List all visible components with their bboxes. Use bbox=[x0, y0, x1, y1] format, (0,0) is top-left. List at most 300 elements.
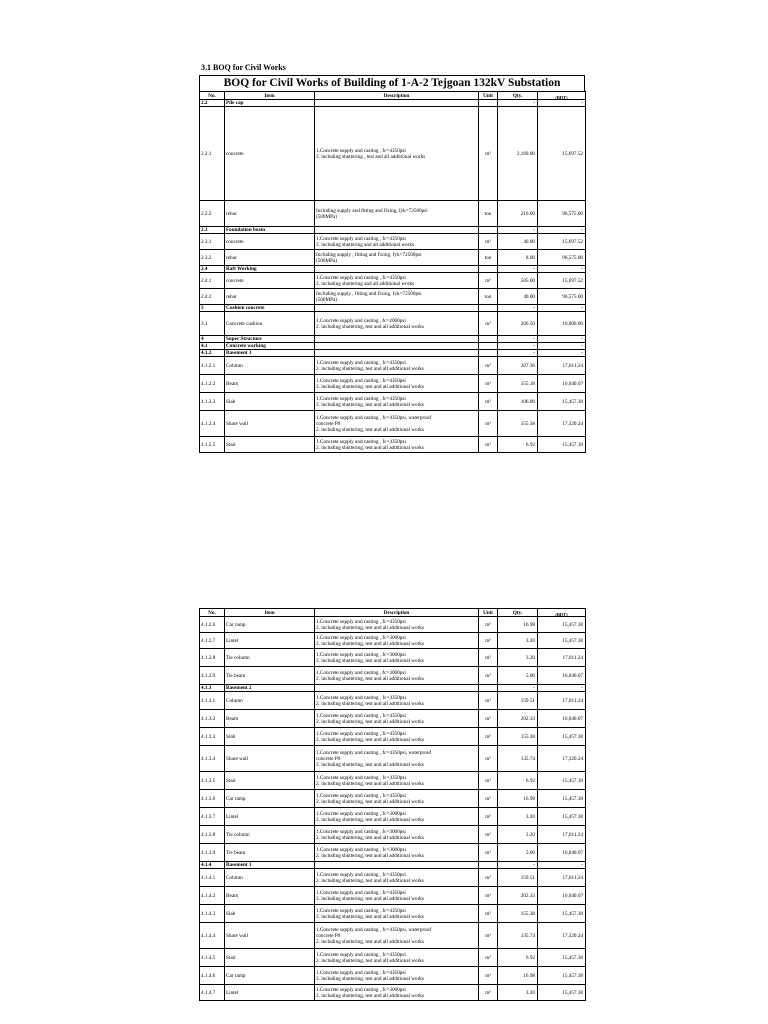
description-line: 1.Concrete supply and casting , fc=4350psi, waterproof bbox=[316, 749, 432, 756]
section-row bbox=[200, 685, 586, 692]
row-description bbox=[315, 844, 479, 862]
table-row bbox=[200, 869, 586, 887]
row-no: 4.1.2.9 bbox=[200, 667, 225, 685]
row-item: Stair bbox=[225, 949, 315, 967]
description-line: Including supply , fitting and fixing, fyk=72500psi bbox=[316, 251, 422, 258]
row-rate: 16,040.07 bbox=[538, 844, 586, 862]
row-no: 4.1.3.4 bbox=[200, 746, 225, 772]
table-row bbox=[200, 273, 586, 289]
row-item: concrete bbox=[225, 273, 315, 289]
row-unit: m³ bbox=[479, 437, 498, 453]
row-unit: m³ bbox=[479, 411, 498, 437]
row-no: 4.1.4.5 bbox=[200, 949, 225, 967]
description-line: 1.Concrete supply and casting , fc=4350psi bbox=[316, 359, 406, 366]
row-no: 4.1.4.7 bbox=[200, 985, 225, 1001]
header-item: Item bbox=[225, 609, 315, 617]
row-description bbox=[315, 862, 479, 869]
table-row bbox=[200, 437, 586, 453]
row-no: 2.3.1 bbox=[200, 234, 225, 250]
description-line: 2. including shuttering, test and all additional works bbox=[316, 834, 424, 841]
row-rate: 17,011.24 bbox=[538, 826, 586, 844]
row-unit: m³ bbox=[479, 393, 498, 411]
row-qty: 3.20 bbox=[498, 808, 538, 826]
description-line: 2. including shuttering, test and all additional works bbox=[316, 657, 424, 664]
table-row bbox=[200, 710, 586, 728]
row-item: Foundation beam bbox=[225, 227, 315, 234]
row-item: Basement 3 bbox=[225, 350, 315, 357]
row-no: 2.2 bbox=[200, 100, 225, 107]
table-header-row bbox=[200, 609, 586, 617]
header-qty: Qty. bbox=[498, 609, 538, 617]
row-description bbox=[315, 728, 479, 746]
description-line: concrete P6 bbox=[316, 420, 341, 427]
row-rate: 16,040.07 bbox=[538, 375, 586, 393]
row-qty: - bbox=[498, 343, 538, 350]
row-item: Super Structure bbox=[225, 336, 315, 343]
table-row bbox=[200, 923, 586, 949]
row-qty: 6.92 bbox=[498, 772, 538, 790]
row-unit: m³ bbox=[479, 728, 498, 746]
row-no: 4.1.3.5 bbox=[200, 772, 225, 790]
description-line: 1.Concrete supply and casting , fc=4350psi bbox=[316, 274, 406, 281]
table-row bbox=[200, 746, 586, 772]
row-description bbox=[315, 437, 479, 453]
row-rate: - bbox=[538, 100, 586, 107]
description-line: 1.Concrete supply and casting , fc=4350psi, waterproof bbox=[316, 926, 432, 933]
row-item: Stair bbox=[225, 772, 315, 790]
description-line: 2. including shuttering and all additional works bbox=[316, 241, 415, 248]
row-rate: - bbox=[538, 685, 586, 692]
row-unit: m³ bbox=[479, 844, 498, 862]
row-unit bbox=[479, 336, 498, 343]
description-line: 1.Concrete supply and casting , fc=4350psi bbox=[316, 774, 406, 781]
row-rate: 15,697.52 bbox=[538, 107, 586, 201]
row-no: 4.1.3.6 bbox=[200, 790, 225, 808]
table-header-row bbox=[200, 92, 586, 100]
row-item: Car ramp bbox=[225, 967, 315, 985]
row-rate: 17,320.24 bbox=[538, 411, 586, 437]
section-row bbox=[200, 350, 586, 357]
row-no: 4.1.3.1 bbox=[200, 692, 225, 710]
row-rate: 17,011.24 bbox=[538, 649, 586, 667]
row-description bbox=[315, 905, 479, 923]
row-rate: 15,697.52 bbox=[538, 234, 586, 250]
description-line: 1.Concrete supply and casting , fc=4350psi bbox=[316, 712, 406, 719]
row-unit: m³ bbox=[479, 273, 498, 289]
row-unit bbox=[479, 685, 498, 692]
description-line: concrete P6 bbox=[316, 932, 341, 939]
header-unit: Unit bbox=[479, 609, 498, 617]
row-item: Tie beam bbox=[225, 844, 315, 862]
row-description bbox=[315, 633, 479, 649]
description-line: concrete P6 bbox=[316, 755, 341, 762]
row-unit bbox=[479, 343, 498, 350]
row-no: 4.1.4.3 bbox=[200, 905, 225, 923]
description-line: 1.Concrete supply and casting , fc=4350psi, waterproof bbox=[316, 414, 432, 421]
description-line: 1.Concrete supply and casting , fc=4350psi bbox=[316, 618, 406, 625]
row-rate: - bbox=[538, 336, 586, 343]
row-rate: - bbox=[538, 350, 586, 357]
header-qty: Qty. bbox=[498, 92, 538, 100]
row-description bbox=[315, 375, 479, 393]
description-line: 1.Concrete supply and casting , fc=4350psi bbox=[316, 871, 406, 878]
row-description bbox=[315, 710, 479, 728]
row-unit: m³ bbox=[479, 357, 498, 375]
row-item: Stair bbox=[225, 437, 315, 453]
row-unit: m³ bbox=[479, 985, 498, 1001]
row-item: Column bbox=[225, 869, 315, 887]
row-unit: m³ bbox=[479, 869, 498, 887]
description-line: 2. including shuttering, test and all additional works bbox=[316, 323, 424, 330]
row-item: Basement 1 bbox=[225, 862, 315, 869]
row-unit: m³ bbox=[479, 746, 498, 772]
row-no: 4.1 bbox=[200, 343, 225, 350]
row-rate: 15,457.38 bbox=[538, 772, 586, 790]
row-item: Raft Working bbox=[225, 266, 315, 273]
row-qty: - bbox=[498, 100, 538, 107]
row-rate: 15,457.38 bbox=[538, 728, 586, 746]
row-rate: 16,040.07 bbox=[538, 710, 586, 728]
description-line: 2. including shuttering, test and all additional works bbox=[316, 736, 424, 743]
description-line: 2. including shuttering, test and all additional works bbox=[316, 401, 424, 408]
description-line: 2. including shuttering, test and all additional works bbox=[316, 761, 424, 768]
description-line: 2. including shuttering, test and all additional works bbox=[316, 975, 424, 982]
row-no: 2.4.1 bbox=[200, 273, 225, 289]
row-no: 4.1.2.6 bbox=[200, 617, 225, 633]
row-description bbox=[315, 107, 479, 201]
description-line: 1.Concrete supply and casting , fc=3000psi bbox=[316, 669, 406, 676]
row-qty: 16.98 bbox=[498, 617, 538, 633]
row-unit: m³ bbox=[479, 772, 498, 790]
row-unit: m³ bbox=[479, 790, 498, 808]
boq-block-2 bbox=[199, 608, 585, 1001]
row-rate: - bbox=[538, 266, 586, 273]
row-no: 4.1.3 bbox=[200, 685, 225, 692]
description-line: 2. including shuttering, test and all additional works bbox=[316, 700, 424, 707]
row-rate: 15,457.38 bbox=[538, 617, 586, 633]
boq-title: BOQ for Civil Works of Building of 1-A-2 Tejgoan 132kV Substation bbox=[199, 75, 585, 91]
row-description bbox=[315, 343, 479, 350]
row-description bbox=[315, 685, 479, 692]
row-item: concrete bbox=[225, 234, 315, 250]
table-row bbox=[200, 905, 586, 923]
row-rate: 15,457.38 bbox=[538, 790, 586, 808]
row-item: Share wall bbox=[225, 746, 315, 772]
table-row bbox=[200, 289, 586, 305]
row-no: 4.1.3.2 bbox=[200, 710, 225, 728]
row-no: 4.1.4.1 bbox=[200, 869, 225, 887]
row-no: 3 bbox=[200, 305, 225, 312]
row-item: Lintel bbox=[225, 985, 315, 1001]
row-unit bbox=[479, 862, 498, 869]
row-rate: 15,457.38 bbox=[538, 949, 586, 967]
row-rate: 15,457.38 bbox=[538, 808, 586, 826]
row-qty: 40.00 bbox=[498, 234, 538, 250]
row-no: 4.1.3.9 bbox=[200, 844, 225, 862]
row-item: Basement 2 bbox=[225, 685, 315, 692]
table-row bbox=[200, 826, 586, 844]
row-unit: m³ bbox=[479, 312, 498, 336]
row-item: Beam bbox=[225, 710, 315, 728]
row-no: 2.3 bbox=[200, 227, 225, 234]
table-row bbox=[200, 411, 586, 437]
header-no: No. bbox=[200, 92, 225, 100]
row-no: 4.1.3.7 bbox=[200, 808, 225, 826]
row-qty: 207.36 bbox=[498, 357, 538, 375]
row-rate: 17,011.24 bbox=[538, 869, 586, 887]
row-rate: 10,000.00 bbox=[538, 312, 586, 336]
row-unit: m³ bbox=[479, 692, 498, 710]
row-qty: 216.00 bbox=[498, 201, 538, 227]
row-no: 4.1.4.2 bbox=[200, 887, 225, 905]
row-unit: m³ bbox=[479, 905, 498, 923]
row-rate: 15,457.38 bbox=[538, 985, 586, 1001]
row-description bbox=[315, 357, 479, 375]
section-row bbox=[200, 100, 586, 107]
row-rate: 15,457.38 bbox=[538, 905, 586, 923]
row-description bbox=[315, 393, 479, 411]
row-unit: m³ bbox=[479, 107, 498, 201]
row-item: Share wall bbox=[225, 923, 315, 949]
row-item: Slab bbox=[225, 905, 315, 923]
table-row bbox=[200, 844, 586, 862]
row-unit: m³ bbox=[479, 923, 498, 949]
table-row bbox=[200, 375, 586, 393]
row-no: 4.1.2 bbox=[200, 350, 225, 357]
row-unit bbox=[479, 266, 498, 273]
row-qty: 155.38 bbox=[498, 411, 538, 437]
row-item: rebar bbox=[225, 201, 315, 227]
row-item: Lintel bbox=[225, 633, 315, 649]
section-row bbox=[200, 305, 586, 312]
row-item: Tie beam bbox=[225, 667, 315, 685]
header-unit: Unit bbox=[479, 92, 498, 100]
table-row bbox=[200, 357, 586, 375]
description-line: 1.Concrete supply and casting , fc=4350psi bbox=[316, 951, 406, 958]
row-description bbox=[315, 266, 479, 273]
row-description bbox=[315, 273, 479, 289]
row-qty: 6.92 bbox=[498, 437, 538, 453]
row-description bbox=[315, 100, 479, 107]
row-qty: 106.00 bbox=[498, 393, 538, 411]
row-no: 4.1.3.3 bbox=[200, 728, 225, 746]
description-line: 1.Concrete supply and casting , fc=3000psi bbox=[316, 810, 406, 817]
row-no: 4 bbox=[200, 336, 225, 343]
row-qty: 16.98 bbox=[498, 790, 538, 808]
row-qty: 202.33 bbox=[498, 710, 538, 728]
row-description bbox=[315, 967, 479, 985]
row-unit: m³ bbox=[479, 649, 498, 667]
row-no: 4.1.2.3 bbox=[200, 393, 225, 411]
row-description bbox=[315, 746, 479, 772]
row-no: 4.1.2.2 bbox=[200, 375, 225, 393]
row-item: Tie column bbox=[225, 826, 315, 844]
row-qty: 16.98 bbox=[498, 967, 538, 985]
row-no: 4.1.3.8 bbox=[200, 826, 225, 844]
row-unit bbox=[479, 100, 498, 107]
description-line: 1.Concrete supply and casting , fc=4350psi bbox=[316, 377, 406, 384]
row-description bbox=[315, 234, 479, 250]
table-row bbox=[200, 949, 586, 967]
table-row bbox=[200, 633, 586, 649]
boq-table-1-body bbox=[200, 100, 586, 453]
row-unit bbox=[479, 305, 498, 312]
row-no: 2.2.1 bbox=[200, 107, 225, 201]
description-line: 2. including shuttering, test and all additional works bbox=[316, 913, 424, 920]
row-no: 4.1.4.4 bbox=[200, 923, 225, 949]
table-row bbox=[200, 728, 586, 746]
row-qty: - bbox=[498, 305, 538, 312]
description-line: 1.Concrete supply and casting , fc=4350psi bbox=[316, 395, 406, 402]
table-row bbox=[200, 887, 586, 905]
row-no: 4.1.2.1 bbox=[200, 357, 225, 375]
row-item: Beam bbox=[225, 887, 315, 905]
row-unit: m³ bbox=[479, 967, 498, 985]
row-qty: - bbox=[498, 685, 538, 692]
row-rate: 96,575.00 bbox=[538, 289, 586, 305]
row-no: 2.2.2 bbox=[200, 201, 225, 227]
row-qty: 135.74 bbox=[498, 746, 538, 772]
table-row bbox=[200, 393, 586, 411]
row-unit: m³ bbox=[479, 633, 498, 649]
row-no: 3.1 bbox=[200, 312, 225, 336]
description-line: 2. including shuttering, test and all additional works bbox=[316, 816, 424, 823]
header-no: No. bbox=[200, 609, 225, 617]
row-item: Column bbox=[225, 692, 315, 710]
row-description bbox=[315, 411, 479, 437]
row-rate: 96,575.00 bbox=[538, 201, 586, 227]
row-qty: 40.00 bbox=[498, 289, 538, 305]
row-rate: 17,011.24 bbox=[538, 692, 586, 710]
row-description bbox=[315, 201, 479, 227]
row-unit: m³ bbox=[479, 667, 498, 685]
row-no: 4.1.4.6 bbox=[200, 967, 225, 985]
row-rate: 96,575.00 bbox=[538, 250, 586, 266]
row-rate: 17,320.24 bbox=[538, 746, 586, 772]
description-line: 2. including shuttering, test and all additional works bbox=[316, 895, 424, 902]
description-line: 2. including shuttering, test and all additional works bbox=[316, 938, 424, 945]
row-description bbox=[315, 826, 479, 844]
row-unit: m³ bbox=[479, 949, 498, 967]
row-description bbox=[315, 887, 479, 905]
row-no: 4.1.2.8 bbox=[200, 649, 225, 667]
description-line: 1.Concrete supply and casting , fc=4350psi bbox=[316, 907, 406, 914]
table-row bbox=[200, 201, 586, 227]
description-line: 1.Concrete supply and casting , fc=4350psi bbox=[316, 792, 406, 799]
row-description bbox=[315, 312, 479, 336]
row-rate: 16,040.07 bbox=[538, 667, 586, 685]
description-line: 1.Concrete supply and casting , fc=2000psi bbox=[316, 317, 406, 324]
header-item: Item bbox=[225, 92, 315, 100]
row-description bbox=[315, 649, 479, 667]
row-qty: 505.00 bbox=[498, 273, 538, 289]
row-rate: - bbox=[538, 343, 586, 350]
table-row bbox=[200, 667, 586, 685]
section-row bbox=[200, 336, 586, 343]
boq-table-2-body bbox=[200, 617, 586, 1001]
page-label: 3.1 BOQ for Civil Works bbox=[201, 63, 286, 72]
row-item: concrete bbox=[225, 107, 315, 201]
boq-block-1 bbox=[199, 75, 585, 453]
row-unit: ton bbox=[479, 289, 498, 305]
boq-table-2 bbox=[199, 608, 586, 1001]
row-description bbox=[315, 772, 479, 790]
row-rate: - bbox=[538, 862, 586, 869]
row-item: Slab bbox=[225, 393, 315, 411]
row-rate: 15,457.38 bbox=[538, 437, 586, 453]
description-line: 1.Concrete supply and casting , fc=4350psi bbox=[316, 438, 406, 445]
table-row bbox=[200, 772, 586, 790]
header-description: Description bbox=[315, 92, 479, 100]
row-item: Car ramp bbox=[225, 790, 315, 808]
row-no: 4.1.2.4 bbox=[200, 411, 225, 437]
row-item: Column bbox=[225, 357, 315, 375]
row-rate: - bbox=[538, 305, 586, 312]
description-line: 2. including shuttering, test and all additional works bbox=[316, 957, 424, 964]
section-row bbox=[200, 343, 586, 350]
row-no: 2.4 bbox=[200, 266, 225, 273]
row-unit: ton bbox=[479, 250, 498, 266]
row-item: rebar bbox=[225, 289, 315, 305]
row-description bbox=[315, 305, 479, 312]
row-item: Concrete cushion bbox=[225, 312, 315, 336]
description-line: 2. including shuttering, test and all additional works bbox=[316, 675, 424, 682]
description-line: 1.Concrete supply and casting , fc=4350psi bbox=[316, 730, 406, 737]
row-rate: 16,040.07 bbox=[538, 887, 586, 905]
row-unit bbox=[479, 350, 498, 357]
row-unit: m³ bbox=[479, 710, 498, 728]
table-row bbox=[200, 808, 586, 826]
row-unit: m³ bbox=[479, 826, 498, 844]
row-qty: - bbox=[498, 336, 538, 343]
row-qty: - bbox=[498, 227, 538, 234]
table-row bbox=[200, 649, 586, 667]
section-row bbox=[200, 227, 586, 234]
row-description bbox=[315, 692, 479, 710]
row-rate: 15,457.38 bbox=[538, 967, 586, 985]
description-line: 1.Concrete supply and casting , fc=4350psi bbox=[316, 147, 406, 154]
row-item: Slab bbox=[225, 728, 315, 746]
row-qty: 8.00 bbox=[498, 250, 538, 266]
row-qty: 3.20 bbox=[498, 985, 538, 1001]
description-line: (500MPa) bbox=[316, 213, 338, 220]
description-line: 2. including shuttering, test and all additional works bbox=[316, 852, 424, 859]
table-row bbox=[200, 234, 586, 250]
row-qty: 159.51 bbox=[498, 869, 538, 887]
row-description bbox=[315, 808, 479, 826]
row-rate: - bbox=[538, 227, 586, 234]
row-rate: 15,457.38 bbox=[538, 633, 586, 649]
row-qty: 155.38 bbox=[498, 728, 538, 746]
row-unit: m³ bbox=[479, 234, 498, 250]
description-line: 2. including shuttering, test and all additional works bbox=[316, 365, 424, 372]
row-rate: 15,457.38 bbox=[538, 393, 586, 411]
description-line: Including supply , fitting and fixing, fyk=72500psi bbox=[316, 290, 422, 297]
boq-table-1 bbox=[199, 91, 586, 453]
row-unit: ton bbox=[479, 201, 498, 227]
section-row bbox=[200, 266, 586, 273]
row-qty: 159.51 bbox=[498, 692, 538, 710]
description-line: 1.Concrete supply and casting , fc=3000psi bbox=[316, 986, 406, 993]
table-row bbox=[200, 312, 586, 336]
row-qty: 135.74 bbox=[498, 923, 538, 949]
description-line: 2. including shuttering, test and all additional works bbox=[316, 780, 424, 787]
row-unit: m³ bbox=[479, 375, 498, 393]
row-qty: 3.20 bbox=[498, 633, 538, 649]
row-qty: 5.00 bbox=[498, 844, 538, 862]
description-line: 1.Concrete supply and casting , fc=3000psi bbox=[316, 846, 406, 853]
description-line: 2. including shuttering, test and all additional works bbox=[316, 383, 424, 390]
